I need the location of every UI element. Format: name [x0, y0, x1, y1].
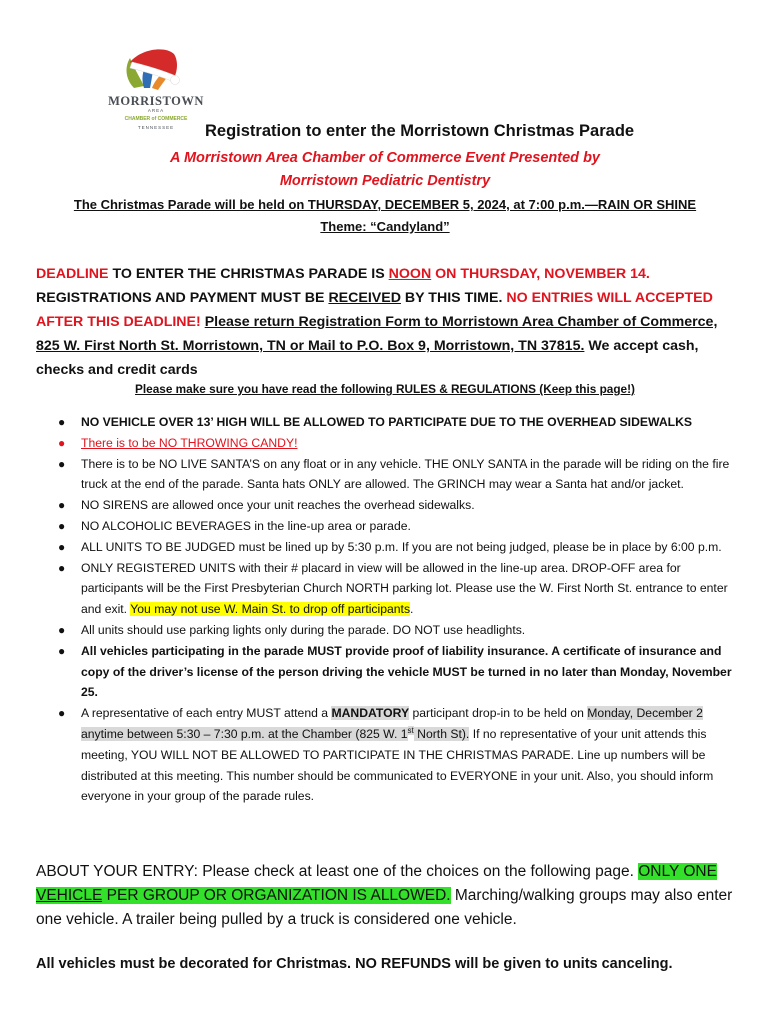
chamber-logo — [104, 44, 204, 136]
rule-text: participant drop-in to be held on — [409, 706, 588, 721]
bullet-icon: ● — [58, 643, 66, 658]
rule-text: There is to be NO THROWING CANDY! — [81, 435, 298, 450]
rule-meeting-time: Monday, December 2 anytime between 5:30 – 7:30 p.m. at the Chamber (825 W. 1 — [81, 706, 703, 741]
rule-no-sirens — [58, 495, 738, 516]
logo-name: MORRISTOWN — [108, 94, 204, 108]
about-text-end: Marching/walking groups may also enter one vehicle. A trailer being pulled by a truck is considered one vehicle. — [36, 887, 733, 928]
rule-no-candy — [58, 433, 738, 454]
decoration-notice: All vehicles must be decorated for Christmas. NO REFUNDS will be given to units canceling. — [36, 956, 673, 972]
about-entry-paragraph — [36, 860, 736, 932]
rules-note: Please make sure you have read the following RULES & REGULATIONS (Keep this page!) — [135, 382, 635, 396]
about-highlight-vehicle: VEHICLE — [36, 887, 103, 904]
rule-mandatory-meeting — [58, 703, 738, 807]
rule-no-santa — [58, 454, 738, 496]
deadline-text: TO ENTER THE CHRISTMAS PARADE IS — [108, 266, 389, 282]
rule-mandatory: MANDATORY — [331, 706, 410, 721]
rule-registered-units — [58, 558, 738, 620]
payment-methods: We accept cash, checks and credit cards — [36, 338, 699, 378]
event-subtitle-line2: Morristown Pediatric Dentistry — [279, 173, 491, 189]
about-highlight-end: PER GROUP OR ORGANIZATION IS ALLOWED. — [102, 887, 451, 904]
rule-no-alcohol — [58, 516, 738, 537]
parade-theme: Theme: “Candyland” — [320, 219, 450, 234]
bullet-icon: ● — [58, 518, 66, 533]
bullet-icon: ● — [58, 539, 66, 554]
bullet-icon: ● — [58, 415, 66, 429]
bullet-icon: ● — [58, 622, 66, 637]
rule-text: NO ALCOHOLIC BEVERAGES in the line-up area or parade. — [81, 518, 411, 533]
deadline-label: DEADLINE — [36, 266, 109, 282]
return-address: Please return Registration Form to Morristown Area Chamber of Commerce, 825 W. First North St. Morristown, TN or Mail to P.O. Box 9, Morristown, TN 37815. — [36, 314, 718, 354]
rule-judging-time — [58, 537, 738, 558]
logo-area: AREA — [147, 108, 165, 113]
page-title: Registration to enter the Morristown Christmas Parade — [205, 122, 635, 140]
rule-text: There is to be NO LIVE SANTA’S on any float or in any vehicle. THE ONLY SANTA in the parade will be riding on the fire truck at the end of the parade. Santa hats ONLY are allowed. The GRINCH may wear a Santa hat and/or jacket. — [81, 456, 730, 492]
about-highlight: ONLY ONE — [638, 863, 717, 880]
rule-text-end: If no representative of your unit attends this meeting, YOU WILL NOT BE ALLOWED TO PARTICIPATE IN THE CHRISTMAS PARADE. Line up numbers will be distributed at this meeting. This number should be communicated to EVERYONE in your unit. Also, you should inform everyone in your group of the parade rules. — [81, 726, 714, 804]
rule-vehicle-height — [58, 412, 738, 433]
bullet-icon: ● — [58, 706, 66, 721]
bullet-icon: ● — [58, 498, 66, 513]
rule-insurance — [58, 641, 738, 703]
rule-text: NO VEHICLE OVER 13’ HIGH WILL BE ALLOWED TO PARTICIPATE DUE TO THE OVERHEAD SIDEWALKS — [81, 415, 693, 429]
parade-date: The Christmas Parade will be held on THURSDAY, DECEMBER 5, 2024, at 7:00 p.m.—RAIN OR SHINE — [73, 197, 697, 212]
rule-text: ALL UNITS TO BE JUDGED must be lined up by 5:30 p.m. If you are not being judged, please be in place by 6:00 p.m. — [81, 539, 722, 554]
payment-received: RECEIVED — [328, 290, 401, 306]
no-late-entries: NO ENTRIES WILL ACCEPTED AFTER THIS DEADLINE! — [36, 290, 713, 330]
rule-text: ONLY REGISTERED UNITS with their # placard in view will be allowed in the line-up area. DROP-OFF area for participants will be the First Presbyterian Church NORTH parking lot. Please use the W. First North St. entrance to enter and exit. — [81, 560, 728, 617]
about-text: ABOUT YOUR ENTRY: Please check at least one of the choices on the following page. — [36, 863, 639, 880]
rules-list — [58, 412, 738, 807]
deadline-date: ON THURSDAY, NOVEMBER 14. — [431, 266, 650, 282]
payment-text-end: BY THIS TIME. — [400, 290, 507, 306]
rule-meeting-place: North St). — [413, 726, 470, 741]
rule-superscript: st — [407, 725, 414, 735]
rule-text: NO SIRENS are allowed once your unit reaches the overhead sidewalks. — [81, 498, 475, 513]
rule-text: All vehicles participating in the parade MUST provide proof of liability insurance. A certificate of insurance and copy of the driver’s license of the person driving the vehicle MUST be turned in no later than Monday, November 25. — [81, 643, 732, 700]
rule-highlight: You may not use W. Main St. to drop off participants — [130, 602, 411, 617]
payment-text: REGISTRATIONS AND PAYMENT MUST BE — [36, 290, 329, 306]
bullet-icon: ● — [58, 456, 66, 471]
deadline-noon: NOON — [388, 266, 432, 282]
bullet-icon: ● — [58, 435, 66, 450]
logo-state: TENNESSEE — [137, 125, 175, 130]
rule-parking-lights — [58, 620, 738, 641]
event-subtitle-line1: A Morristown Area Chamber of Commerce Event Presented by — [169, 150, 600, 166]
deadline-paragraph — [36, 262, 736, 382]
rule-text-end: . — [410, 602, 414, 617]
rule-text: All units should use parking lights only during the parade. DO NOT use headlights. — [81, 622, 526, 637]
rule-text: A representative of each entry MUST attend a — [81, 706, 332, 721]
logo-chamber: CHAMBER of COMMERCE — [124, 116, 188, 122]
santa-hat-leaf-icon — [104, 44, 204, 94]
bullet-icon: ● — [58, 560, 66, 575]
